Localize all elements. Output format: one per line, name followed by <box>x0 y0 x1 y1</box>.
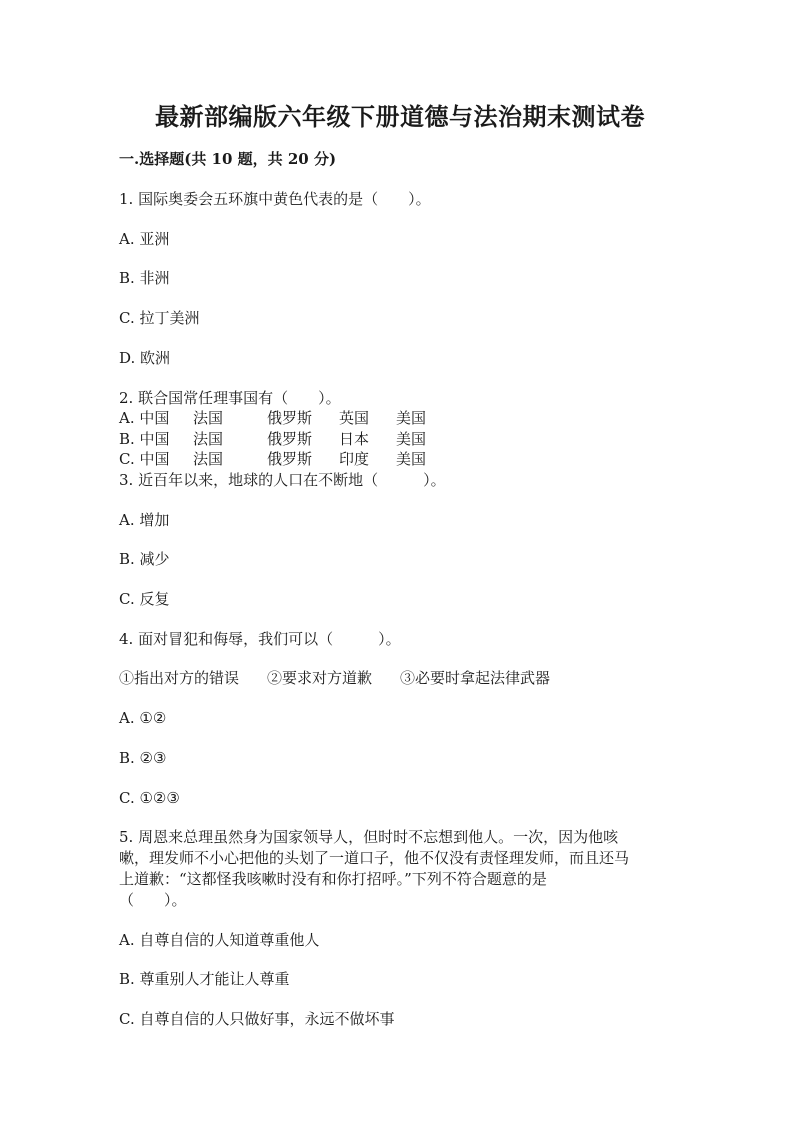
statement-1: ①指出对方的错误 <box>119 669 240 687</box>
question-1-option-b: B. 非洲 <box>119 269 170 287</box>
question-1-option-d: D. 欧洲 <box>119 349 171 367</box>
option-c-country-4: 印度 <box>339 450 370 468</box>
question-2-stem: 2. 联合国常任理事国有（ ）。 <box>119 389 341 407</box>
question-5-option-a: A. 自尊自信的人知道尊重他人 <box>119 931 320 949</box>
question-3-option-c: C. 反复 <box>119 590 170 608</box>
option-a-country-1: A. 中国 <box>119 409 170 427</box>
question-1-option-c: C. 拉丁美洲 <box>119 309 200 327</box>
question-5-stem-line-2: 嗽，理发师不小心把他的头划了一道口子，他不仅没有责怪理发师，而且还马 <box>119 849 630 867</box>
question-5-option-b: B. 尊重别人才能让人尊重 <box>119 970 290 988</box>
option-c-country-3: 俄罗斯 <box>267 450 313 468</box>
option-c-country-5: 美国 <box>396 450 427 468</box>
option-c-country-2: 法国 <box>193 450 224 468</box>
option-b-country-2: 法国 <box>193 430 224 448</box>
question-5-stem-line-4: （ ）。 <box>119 891 187 909</box>
question-4-option-b: B. ②③ <box>119 749 167 767</box>
question-5-option-c: C. 自尊自信的人只做好事，永远不做坏事 <box>119 1010 395 1028</box>
option-b-country-4: 日本 <box>339 430 370 448</box>
option-b-country-3: 俄罗斯 <box>267 430 313 448</box>
statement-3: ③必要时拿起法律武器 <box>400 669 551 687</box>
question-4-stem: 4. 面对冒犯和侮辱，我们可以（ ）。 <box>119 630 401 648</box>
question-5-stem-line-3: 上道歉：“这都怪我咳嗽时没有和你打招呼。”下列不符合题意的是 <box>119 870 547 888</box>
option-a-country-5: 美国 <box>396 409 427 427</box>
option-a-country-2: 法国 <box>193 409 224 427</box>
option-b-country-1: B. 中国 <box>119 430 170 448</box>
question-5-stem-line-1: 5. 周恩来总理虽然身为国家领导人，但时时不忘想到他人。一次，因为他咳 <box>119 828 619 846</box>
page-title: 最新部编版六年级下册道德与法治期末测试卷 <box>155 102 645 131</box>
option-a-country-3: 俄罗斯 <box>267 409 313 427</box>
question-3-stem: 3. 近百年以来，地球的人口在不断地（ ）。 <box>119 471 446 489</box>
question-3-option-b: B. 减少 <box>119 550 170 568</box>
option-a-country-4: 英国 <box>339 409 370 427</box>
question-4-option-c: C. ①②③ <box>119 789 180 807</box>
question-1-option-a: A. 亚洲 <box>119 230 170 248</box>
section-heading: 一.选择题(共 10 题，共 20 分) <box>119 150 337 168</box>
question-3-option-a: A. 增加 <box>119 511 170 529</box>
option-c-country-1: C. 中国 <box>119 450 170 468</box>
option-b-country-5: 美国 <box>396 430 427 448</box>
question-4-statements <box>119 668 578 688</box>
question-4-option-a: A. ①② <box>119 709 167 727</box>
statement-2: ②要求对方道歉 <box>267 669 373 687</box>
question-1-stem: 1. 国际奥委会五环旗中黄色代表的是（ ）。 <box>119 190 431 208</box>
